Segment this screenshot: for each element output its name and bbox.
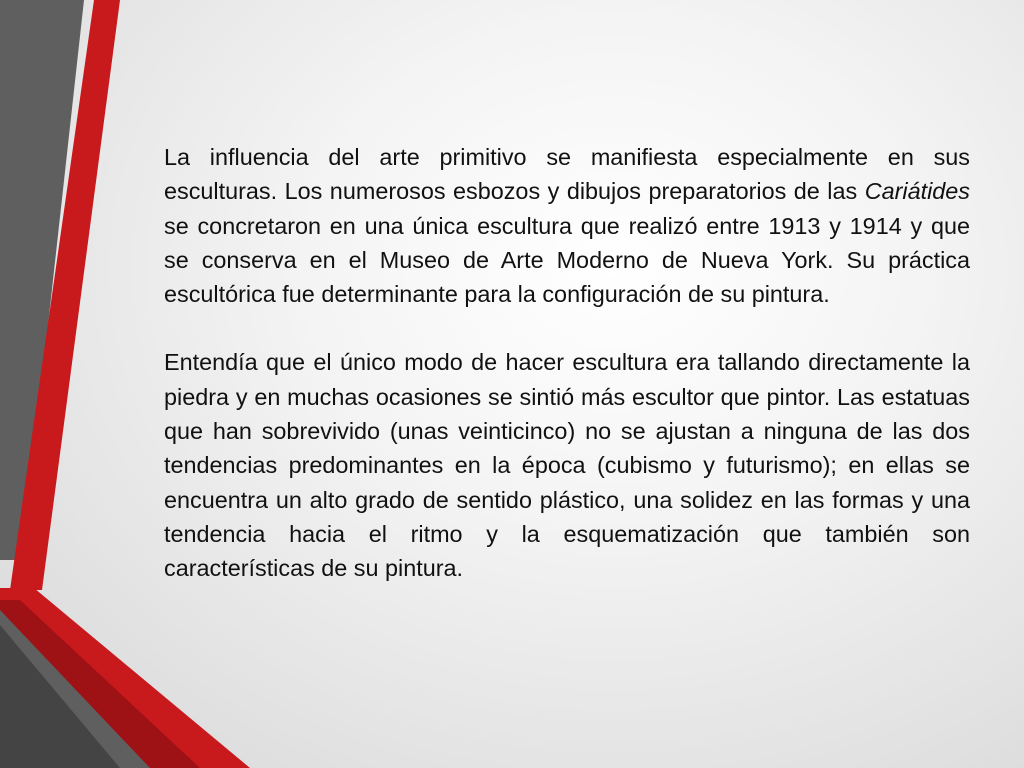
slide-text	[164, 140, 970, 586]
paragraph-1-end: se concretaron en una única escultura que realizó entre 1913 y 1914 y que se conserva en el Museo de Arte Moderno de Nueva York. Su práctica escultórica fue determinante para la configuración de su pintura.	[164, 212, 970, 308]
paragraph-2: Entendía que el único modo de hacer escultura era tallando directamente la piedra y en muchas ocasiones se sintió más escultor que pintor. Las estatuas que han sobrevivido (unas veinticinco) no se ajustan a ninguna de las dos tendencias predominantes en la época (cubismo y futurismo); en ellas se encuentra un alto grado de sentido plástico, una solidez en las formas y una tendencia hacia el ritmo y la esquematización que también son características de su pintura.	[164, 349, 970, 582]
paragraph-1-italic: Cariátides	[864, 178, 970, 205]
paragraph-1	[164, 140, 970, 311]
paragraph-1-start: La influencia del arte primitivo se manifiesta especialmente en sus esculturas. Los numerosos esbozos y dibujos preparatorios de las	[164, 144, 970, 205]
